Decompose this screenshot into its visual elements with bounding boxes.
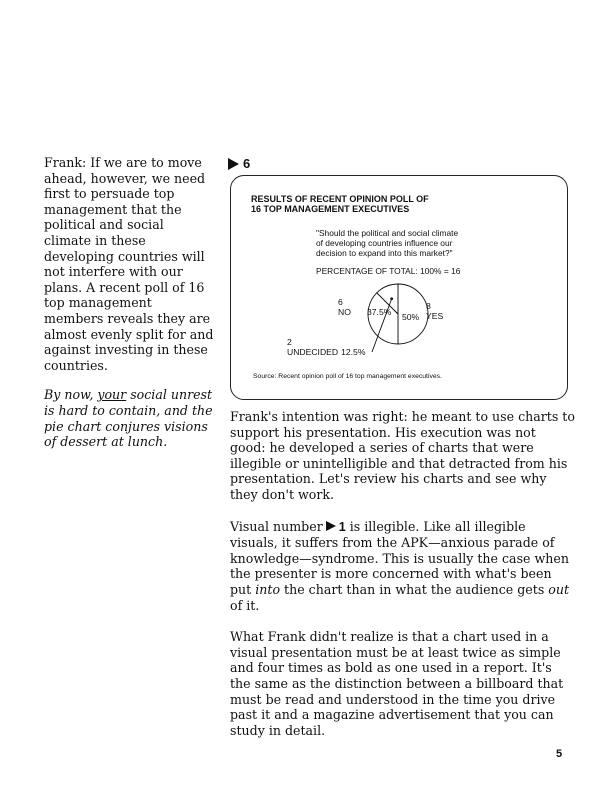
body-p2-into: into (255, 581, 281, 597)
undecided-label (287, 347, 366, 357)
chart-question-line-3: decision to expand into this market?" (316, 248, 453, 258)
visual-number-marker (228, 156, 250, 171)
undecided-label-name: UNDECIDED (287, 347, 339, 357)
frank-dialogue: Frank: If we are to move ahead, however, we need first to persuade top management that the political and social climate in these developing countries will not interfere with our plans. A recent poll of 16 top management members reveals they are almost evenly split for and against investing in these countries. (44, 155, 214, 373)
author-note-before: By now, (44, 387, 98, 403)
body-p2-cont: the chart than in what the audience gets (280, 581, 549, 597)
body-paragraph-3: What Frank didn't realize is that a chart used in a visual presentation must be at least twice as simple and four times as bold as one used in a report. It's the same as the distinction between a billboard that must be read and understood in the time you drive past it and a magazine advertisement that you can study in detail. (230, 629, 564, 738)
chart-title-line-2: 16 TOP MANAGEMENT EXECUTIVES (251, 204, 410, 214)
yes-count-label: 8 (426, 301, 431, 311)
author-note (44, 387, 214, 449)
no-percent-label: 37.5% (367, 307, 392, 317)
chart-source: Source: Recent opinion poll of 16 top management executives. (253, 373, 442, 380)
sidebar-dialogue (44, 155, 214, 450)
author-note-after: social unrest is hard to contain, and the pie chart conjures visions of dessert at lunch. (44, 387, 213, 450)
body-paragraph-1: Frank's intention was right: he meant to use charts to support his presentation. His execution was not good: he developed a series of charts that were illegible or unintelligible and that detracted from his presentation. Let's review his charts and see why they don't work. (230, 409, 575, 502)
body-paragraph-2 (230, 519, 575, 614)
yes-label: YES (426, 311, 444, 321)
no-label: NO (338, 307, 351, 317)
body-p2-middle: is illegible. Like all illegible visuals, it suffers from the APK—anxious parade of knowledge—syndrome. This is usually the case when the presenter is more concerned with what's been put (230, 518, 569, 597)
chart-title-line-1: RESULTS OF RECENT OPINION POLL OF (251, 194, 429, 204)
undecided-leader-dot (390, 297, 393, 300)
visual-number: 6 (243, 156, 251, 171)
body-p2-out: out (548, 581, 570, 597)
no-count-label: 6 (338, 297, 343, 307)
play-triangle-icon (228, 158, 239, 170)
undecided-percent-label: 12.5% (341, 347, 366, 357)
pie-chart (230, 175, 568, 400)
yes-percent-label: 50% (402, 312, 420, 322)
chart-total-label: PERCENTAGE OF TOTAL: 100% = 16 (316, 266, 461, 276)
chart-question-line-1: "Should the political and social climate (316, 228, 459, 238)
body-text (230, 409, 575, 754)
chart-question-line-2: of developing countries influence our (316, 238, 453, 248)
play-triangle-icon (326, 521, 336, 531)
undecided-count-label: 2 (287, 337, 292, 347)
visual-ref-number: 1 (338, 519, 346, 534)
body-p2-end: of it. (230, 597, 260, 613)
page-number: 5 (556, 748, 563, 760)
body-p2-start: Visual number (230, 518, 323, 534)
author-note-emphasis: your (97, 387, 127, 403)
